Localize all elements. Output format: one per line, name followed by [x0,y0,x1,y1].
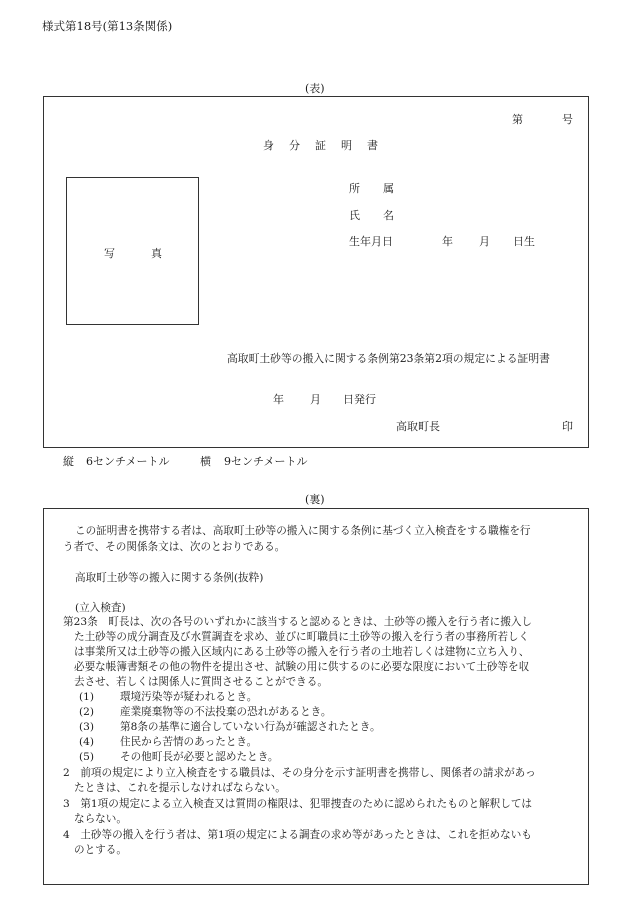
paragraph-line: たときは、これを提示しなければならない。 [74,782,286,794]
number-label-dai: 第 [512,113,523,126]
birth-year-label: 年 [442,235,453,248]
issue-day-label: 日発行 [343,393,376,406]
paragraph-line: 4 土砂等の搬入を行う者は、第1項の規定による調査の求め等があったときは、これを拒めないも [63,829,532,841]
item-number: (4) [79,736,95,748]
legal-basis: 高取町土砂等の搬入に関する条例第23条第2項の規定による証明書 [227,352,550,365]
photo-label-char: 真 [151,247,162,260]
article-line: 必要な帳簿書類その他の物件を提出させ、試験の用に供するのに必要な限度において土砂等を収 [74,661,530,673]
title-char: 書 [367,139,378,152]
height-label: 縦 [63,455,74,468]
article-line: 第23条 町長は、次の各号のいずれかに該当すると認めるときは、土砂等の搬入を行う者に搬入し [63,616,533,628]
height-value: 6センチメートル [86,455,170,468]
number-label-go: 号 [562,113,573,126]
paragraph-line: 3 第1項の規定による立入検査又は質問の権限は、犯罪捜査のために認められたものと解釈しては [63,798,533,810]
section-heading: (立入検査) [75,602,126,614]
front-card [43,96,589,448]
back-side-label: (裏) [305,493,325,506]
article-line: 去させ、若しくは関係人に質問させることができる。 [74,676,328,688]
field-name-char: 氏 [349,209,360,222]
article-line: は事業所又は土砂等の搬入区域内にある土砂等の搬入を行う者の土地若しくは建物に立ち入り、 [74,646,530,658]
field-name-char: 名 [383,209,394,222]
width-label: 横 [200,455,211,468]
issuer: 高取町長 [396,420,440,433]
item-text: 産業廃棄物等の不法投棄の恐れがあるとき。 [120,706,332,718]
title-char: 分 [289,139,300,152]
paragraph-line: 2 前項の規定により立入検査をする職員は、その身分を示す証明書を携帯し、関係者の請求があっ [63,767,536,779]
title-char: 身 [263,139,274,152]
item-number: (3) [79,721,95,733]
intro-line-1: この証明書を携帯する者は、高取町土砂等の搬入に関する条例に基づく立入検査をする職権を行 [75,525,531,537]
item-text: 第8条の基準に適合していない行為が確認されたとき。 [120,721,381,733]
issue-month-label: 月 [310,393,321,406]
item-text: その他町長が必要と認めたとき。 [120,751,279,763]
birth-day-label: 日生 [513,235,535,248]
front-side-label: (表) [305,82,325,95]
birthdate-label: 生年月日 [349,235,393,248]
width-value: 9センチメートル [224,455,308,468]
article-line: た土砂等の成分調査及び水質調査を求め、並びに町職員に土砂等の搬入を行う者の事務所若しく [74,631,530,643]
item-number: (5) [79,751,95,763]
birth-month-label: 月 [479,235,490,248]
photo-label-char: 写 [104,247,115,260]
field-affiliation-char: 属 [383,182,394,195]
field-affiliation-char: 所 [349,182,360,195]
back-card [43,508,589,885]
item-number: (1) [79,691,95,703]
paragraph-line: のとする。 [74,844,127,856]
item-number: (2) [79,706,95,718]
ordinance-title: 高取町土砂等の搬入に関する条例(抜粋) [75,572,264,584]
issue-year-label: 年 [273,393,284,406]
paragraph-line: ならない。 [74,813,127,825]
item-text: 住民から苦情のあったとき。 [120,736,258,748]
title-char: 明 [341,139,352,152]
seal-mark: 印 [562,420,573,433]
form-number: 様式第18号(第13条関係) [42,19,173,33]
intro-line-2: う者で、その関係条文は、次のとおりである。 [63,541,286,553]
photo-box [66,177,199,325]
title-char: 証 [315,139,326,152]
item-text: 環境汚染等が疑われるとき。 [120,691,258,703]
